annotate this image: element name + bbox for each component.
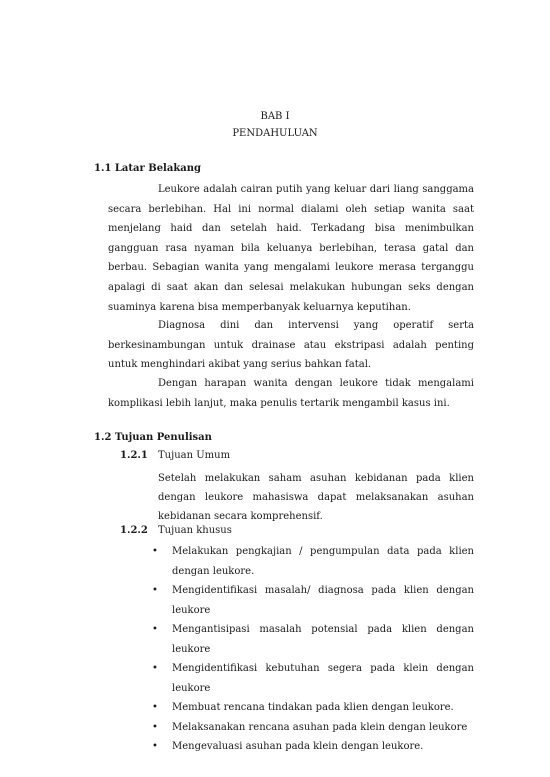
list-item-text: Mengidentifikasi masalah/ diagnosa pada klien dengan leukore bbox=[172, 585, 474, 616]
subsection-number-1-2-1: 1.2.1 bbox=[120, 450, 148, 461]
list-item bbox=[150, 581, 474, 620]
section-heading-latar-belakang: 1.1 Latar Belakang bbox=[94, 163, 202, 174]
paragraph-2-text: Diagnosa dini dan intervensi yang operatif serta berkesinambungan untuk drainase atau ekstripasi adalah penting untuk menghindari akibat yang serius bahkan fatal. bbox=[108, 320, 474, 371]
bullet-icon: • bbox=[152, 585, 158, 596]
list-item bbox=[150, 718, 474, 738]
paragraph-3-text: Dengan harapan wanita dengan leukore tidak mengalami komplikasi lebih lanjut, maka penulis tertarik mengambil kasus ini. bbox=[108, 378, 474, 409]
list-item-text: Mengidentifikasi kebutuhan segera pada klein dengan leukore bbox=[172, 663, 474, 694]
bullet-icon: • bbox=[152, 741, 158, 752]
subsection-title-tujuan-umum: Tujuan Umum bbox=[158, 450, 231, 461]
list-item-text: Melakukan pengkajian / pengumpulan data pada klien dengan leukore. bbox=[172, 546, 474, 577]
paragraph-2 bbox=[108, 316, 474, 375]
paragraph-1 bbox=[108, 180, 474, 317]
bullet-icon: • bbox=[152, 721, 158, 733]
list-item bbox=[150, 698, 474, 718]
bullet-icon: • bbox=[152, 663, 158, 674]
paragraph-1-text: Leukore adalah cairan putih yang keluar dari liang sanggama secara berlebihan. Hal ini normal dialami oleh setiap wanita saat menjelang haid dan setelah haid. Terkadang bisa menimbulkan gangguan rasa nyaman bila keluanya berlebihan, terasa gatal dan berbau. Sebagian wanita yang mengalami leukore merasa terganggu apalagi di saat akan dan selesai melakukan hubungan seks dengan suaminya karena bisa memperbanyak keluarnya keputihan. bbox=[108, 184, 474, 313]
bullet-icon: • bbox=[152, 702, 158, 713]
list-item-text: Mengevaluasi asuhan pada klein dengan leukore. bbox=[172, 741, 424, 752]
list-item-text: Membuat rencana tindakan pada klien dengan leukore. bbox=[172, 702, 454, 713]
list-item bbox=[150, 737, 474, 757]
subsection-title-tujuan-khusus: Tujuan khusus bbox=[158, 525, 232, 536]
list-item-text: Melaksanakan rencana asuhan pada klein dengan leukore bbox=[172, 721, 468, 733]
tujuan-umum-text: Setelah melakukan saham asuhan kebidanan pada klien dengan leukore mahasiswa dapat melaksanakan asuhan kebidanan secara komprehensif. bbox=[158, 473, 474, 522]
bullet-icon: • bbox=[152, 546, 158, 557]
subsection-number-1-2-2: 1.2.2 bbox=[120, 525, 148, 536]
section-heading-tujuan-penulisan: 1.2 Tujuan Penulisan bbox=[94, 432, 212, 443]
tujuan-khusus-list bbox=[150, 542, 474, 757]
list-item-text: Mengantisipasi masalah potensial pada klien dengan leukore bbox=[172, 624, 474, 655]
list-item bbox=[150, 620, 474, 659]
bullet-icon: • bbox=[152, 624, 158, 635]
chapter-number: BAB I bbox=[260, 111, 290, 122]
list-item bbox=[150, 542, 474, 581]
chapter-title: PENDAHULUAN bbox=[232, 128, 318, 139]
list-item bbox=[150, 659, 474, 698]
paragraph-3 bbox=[108, 374, 474, 413]
